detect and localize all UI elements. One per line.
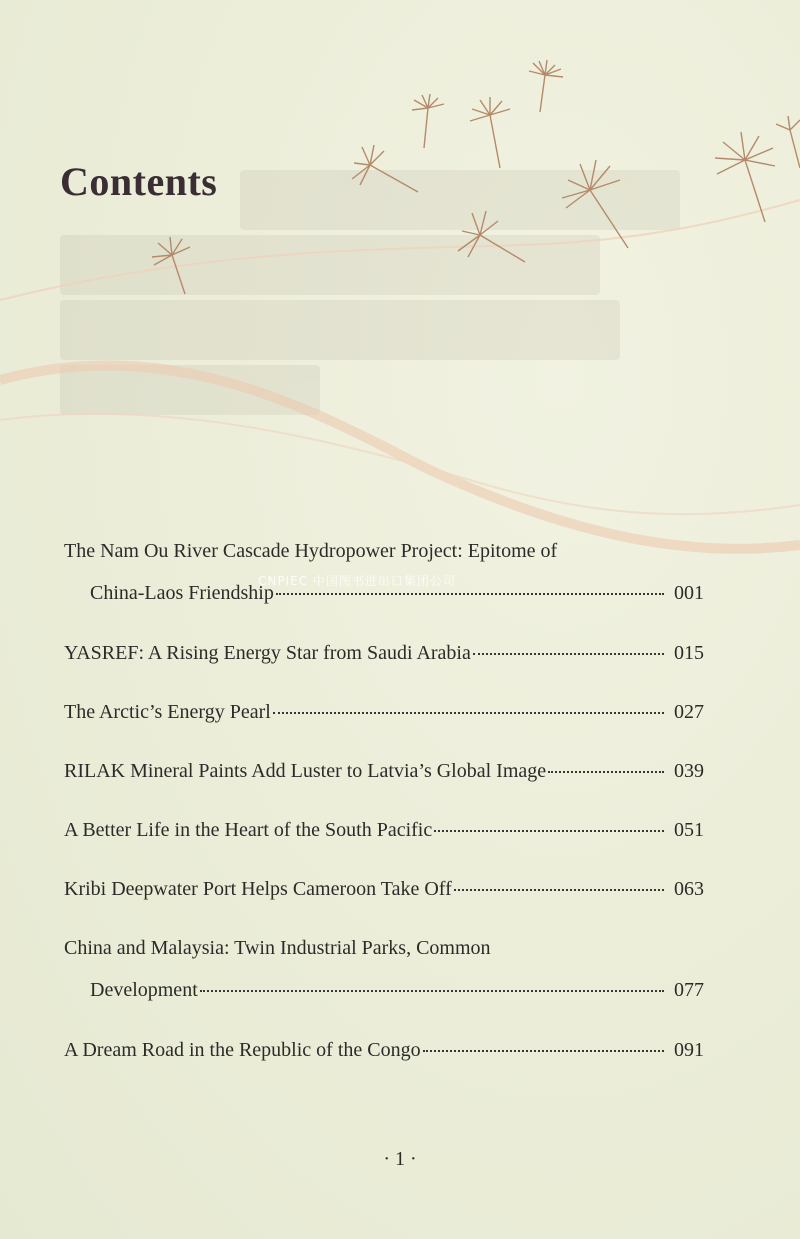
toc-page-number: 027 — [674, 701, 704, 723]
dot-leader — [276, 571, 664, 595]
toc-entry-title: A Dream Road in the Republic of the Congo — [64, 1039, 421, 1061]
toc-entry-title: The Arctic’s Energy Pearl — [64, 701, 271, 723]
page-title: Contents — [60, 159, 218, 204]
toc-page-number: 039 — [674, 760, 704, 782]
dot-leader — [423, 1028, 664, 1052]
toc-page-number: 001 — [674, 582, 704, 604]
dot-leader — [200, 968, 664, 992]
toc-page-number: 015 — [674, 642, 704, 664]
toc-entry-title: YASREF: A Rising Energy Star from Saudi Arabia — [64, 642, 471, 664]
dot-leader — [434, 808, 664, 832]
dot-leader — [454, 867, 664, 891]
toc-entry[interactable] — [64, 750, 704, 792]
toc-page-number: 077 — [674, 979, 704, 1001]
toc-entry-title: Development — [90, 979, 198, 1001]
toc-entry-title: The Nam Ou River Cascade Hydropower Project: Epitome of — [64, 540, 558, 562]
toc-entry-title: China-Laos Friendship — [90, 582, 274, 604]
dot-leader — [273, 690, 664, 714]
dot-leader — [548, 749, 664, 773]
toc-entry-title: A Better Life in the Heart of the South Pacific — [64, 819, 433, 841]
dandelion-seed-icon — [529, 60, 563, 112]
toc-entry-title: China and Malaysia: Twin Industrial Parks, Common — [64, 937, 491, 959]
toc-entry[interactable] — [64, 530, 704, 614]
table-of-contents — [64, 530, 704, 1071]
toc-entry[interactable] — [64, 809, 704, 851]
toc-entry-title: RILAK Mineral Paints Add Luster to Latvia’s Global Image — [64, 760, 547, 782]
page-number: · 1 · — [383, 1148, 417, 1170]
toc-entry[interactable] — [64, 1029, 704, 1071]
watermark-text: CNPIEC 中国图书进出口集团公司 — [258, 574, 456, 588]
show-through-text — [60, 170, 680, 415]
dandelion-seed-icon — [470, 97, 510, 168]
dandelion-seed-icon — [776, 116, 800, 168]
toc-page-number: 091 — [674, 1039, 704, 1061]
dandelion-seed-icon — [412, 94, 444, 148]
dot-leader — [473, 631, 664, 655]
toc-entry[interactable] — [64, 868, 704, 910]
toc-entry[interactable] — [64, 632, 704, 674]
toc-entry[interactable] — [64, 927, 704, 1011]
toc-entry-title: Kribi Deepwater Port Helps Cameroon Take Off — [64, 878, 452, 900]
toc-page-number: 063 — [674, 878, 704, 900]
toc-page-number: 051 — [674, 819, 704, 841]
toc-entry[interactable] — [64, 691, 704, 733]
curve-line — [0, 414, 800, 514]
